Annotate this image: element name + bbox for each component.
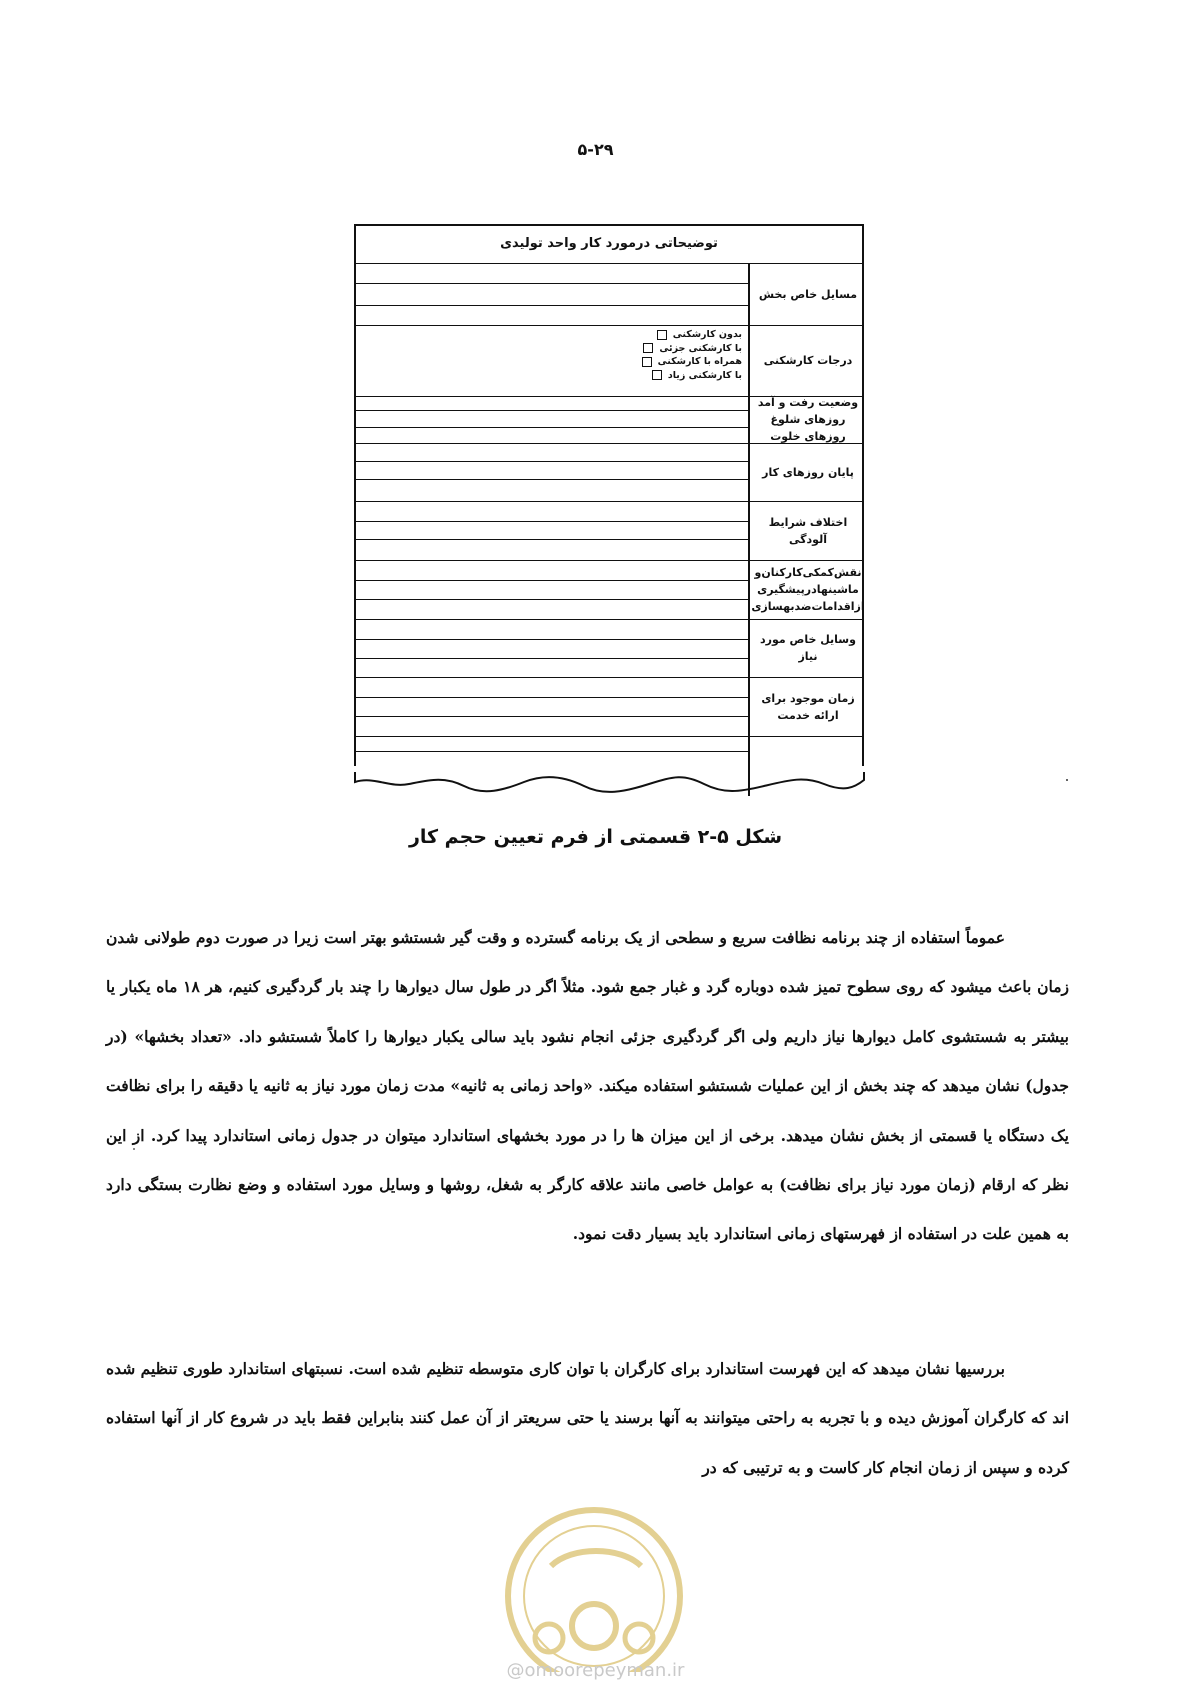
form-line (354, 521, 748, 522)
checklist-label: با کارشکنی زیاد (667, 369, 742, 381)
paragraph-1: عموماً استفاده از چند برنامه نظافت سریع و سطحی از یک برنامه گسترده و وقت گیر شستشو بهتر است زیرا در صورت دوم طولانی شدن زمان باعث میشود که روی سطوح تمیز شده دوباره گرد و غبار جمع شود. مثلاً اگر در طول سال دیوارها را چند بار گردگیری کنیم، هر ۱۸ ماه یکبار یا بیشتر به شستشوی کامل دیوارها نیاز داریم ولی اگر گردگیری جزئی انجام نشود باید سالی یکبار دیوارها را کاملاً شستشو داد. «تعداد بخشها» (در جدول) نشان میدهد که چند بخش از این عملیات شستشو استفاده میکند. «واحد زمانی به ثانیه» مدت زمان مورد نیاز به ثانیه یا دقیقه را برای نظافت یک دستگاه یا قسمتی از بخش نشان میدهد. برخی از این میزان ها را در مورد بخشهای استاندارد میتوان در جدول زمانی استاندارد پیدا کرد. از این نظر که ارقام (زمان مورد نیاز برای نظافت) به عوامل خاصی مانند علاقه کارگر به شغل، روشها و وسایل مورد استفاده و وضع نظارت بستگی دارد به همین علت در استفاده از فهرستهای زمانی استاندارد باید بسیار دقت نمود. (106, 928, 1069, 1244)
form-line (354, 697, 748, 698)
form-line (354, 599, 748, 600)
torn-edge (354, 772, 866, 796)
page-number: ۵-۲۹ (577, 140, 614, 159)
figure-caption: شکل ۵-۲ قسمتی از فرم تعیین حجم کار (408, 826, 783, 848)
checklist-item (624, 328, 742, 342)
checkbox[interactable] (657, 330, 667, 340)
form-column-divider (748, 264, 750, 796)
checkbox[interactable] (642, 357, 652, 367)
form-header: توضیحاتی درمورد کار واحد تولیدی (354, 224, 864, 264)
form-line (354, 461, 748, 462)
row-label-sabotage-levels: درجات کارشکنی (763, 354, 853, 367)
form-line (354, 658, 748, 659)
row-label-staff-role: نقش‌کمکی‌کارکنان‌و ماشینهادرپیشگیری ازاقدامات‌ضدبهسازی (751, 566, 865, 613)
checklist-label: همراه با کارشکنی (657, 356, 742, 367)
watermark-logo (471, 1496, 717, 1672)
checklist-item (624, 369, 742, 383)
checklist-label: بدون کارشکنی (672, 329, 742, 340)
row-label-pollution-conditions: اختلاف شرایط آلودگی (768, 515, 848, 546)
speck (133, 1148, 135, 1150)
sabotage-checklist (624, 328, 742, 382)
form-line (354, 539, 748, 540)
workload-form-figure (354, 224, 866, 796)
row-label-special-equipment: وسایل خاص مورد نیاز (760, 633, 856, 663)
checklist-item (624, 342, 742, 356)
row-label-end-of-workdays: پایان روزهای کار (762, 465, 854, 479)
speck (1066, 779, 1068, 781)
form-line (354, 580, 748, 581)
row-label-available-time: زمان موجود برای ارائه خدمت (761, 691, 855, 722)
checkbox[interactable] (643, 343, 653, 353)
form-line (354, 283, 748, 284)
row-label-traffic-status: وضعیت رفت و آمد روزهای شلوغ روزهای خلوت (757, 396, 859, 443)
row-label-special-issues: مسایل خاص بخش (758, 288, 858, 301)
form-line (354, 305, 748, 306)
form-line (354, 716, 748, 717)
form-line (354, 479, 748, 480)
checkbox[interactable] (652, 370, 662, 380)
checklist-label: با کارشکنی جزئی (659, 342, 742, 354)
form-line (354, 427, 748, 428)
form-line (354, 410, 748, 411)
checklist-item (624, 355, 742, 369)
form-row-divider (354, 736, 864, 737)
watermark-url: @omoorepeyman.ir (506, 1660, 685, 1681)
form-line (354, 639, 748, 640)
paragraph-2: بررسیها نشان میدهد که این فهرست استاندارد برای کارگران با توان کاری متوسطه تنظیم شده است. نسبتهای استاندارد طوری تنظیم شده اند که کارگران آموزش دیده و با تجربه به راحتی میتوانند به آنها برسند یا حتی سریعتر از آن عمل کنند بنابراین فقط باید در شروع کار از آنها استفاده کرده و سپس از زمان انجام کار کاست و به ترتیبی که در (106, 1359, 1069, 1477)
form-line (354, 751, 748, 752)
